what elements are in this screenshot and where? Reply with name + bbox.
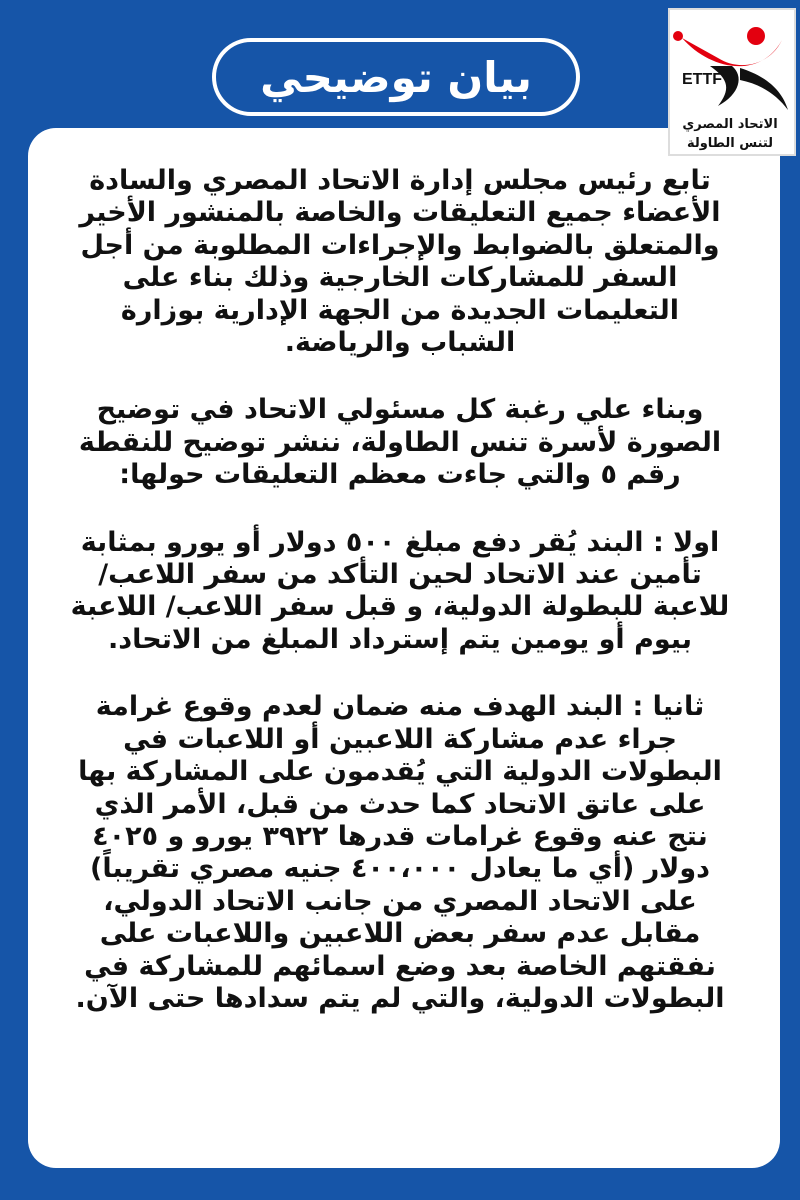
page-title: بيان توضيحي (212, 38, 580, 116)
paragraph-intro: تابع رئيس مجلس إدارة الاتحاد المصري والسادة الأعضاء جميع التعليقات والخاصة بالمنشور الأخير والمتعلق بالضوابط والإجراءات المطلوبة من أجل السفر للمشاركات الخارجية وذلك بناء على التعليمات الجديدة من الجهة الإدارية بوزارة الشباب والرياضة. (79, 165, 721, 359)
logo-abbrev: ETTF (682, 71, 722, 88)
paragraph-first-point: اولا : البند يُقر دفع مبلغ ٥٠٠ دولار أو يورو بمثابة تأمين عند الاتحاد لحين التأكد من سفر اللاعب/ للاعبة للبطولة الدولية، و قبل سفر اللاعب/ اللاعبة بيوم أو يومين يتم إسترداد المبلغ من الاتحاد. (70, 526, 730, 655)
logo-line-1: الاتحاد المصري (682, 117, 778, 132)
paragraph-clarification: وبناء علي رغبة كل مسئولي الاتحاد في توضيح الصورة لأسرة تنس الطاولة، ننشر توضيح للنقطة رقم ٥ والتي جاءت معظم التعليقات حولها: (78, 394, 722, 491)
logo-line-2: لتنس الطاولة (686, 136, 774, 151)
table-tennis-player-icon (670, 10, 794, 154)
ettf-logo (668, 8, 796, 156)
statement-body (70, 165, 730, 1050)
paragraph-second-point: ثانيا : البند الهدف منه ضمان لعدم وقوع غرامة جراء عدم مشاركة اللاعبين أو اللاعبات في البطولات الدولية التي يُقدمون على المشاركة بها على عاتق الاتحاد كما حدث من قبل، الأمر الذي نتج عنه وقوع غرامات قدرها ٣٩٢٢ يورو و ٤٠٢٥ دولار (أي ما يعادل ٤٠٠،٠٠٠ جنيه مصري تقريباً) على الاتحاد المصري من جانب الاتحاد الدولي، مقابل عدم سفر بعض اللاعبين واللاعبات على نفقتهم الخاصة بعد وضع اسمائهم للمشاركة في البطولات الدولية، والتي لم يتم سدادها حتى الآن. (75, 691, 725, 1014)
